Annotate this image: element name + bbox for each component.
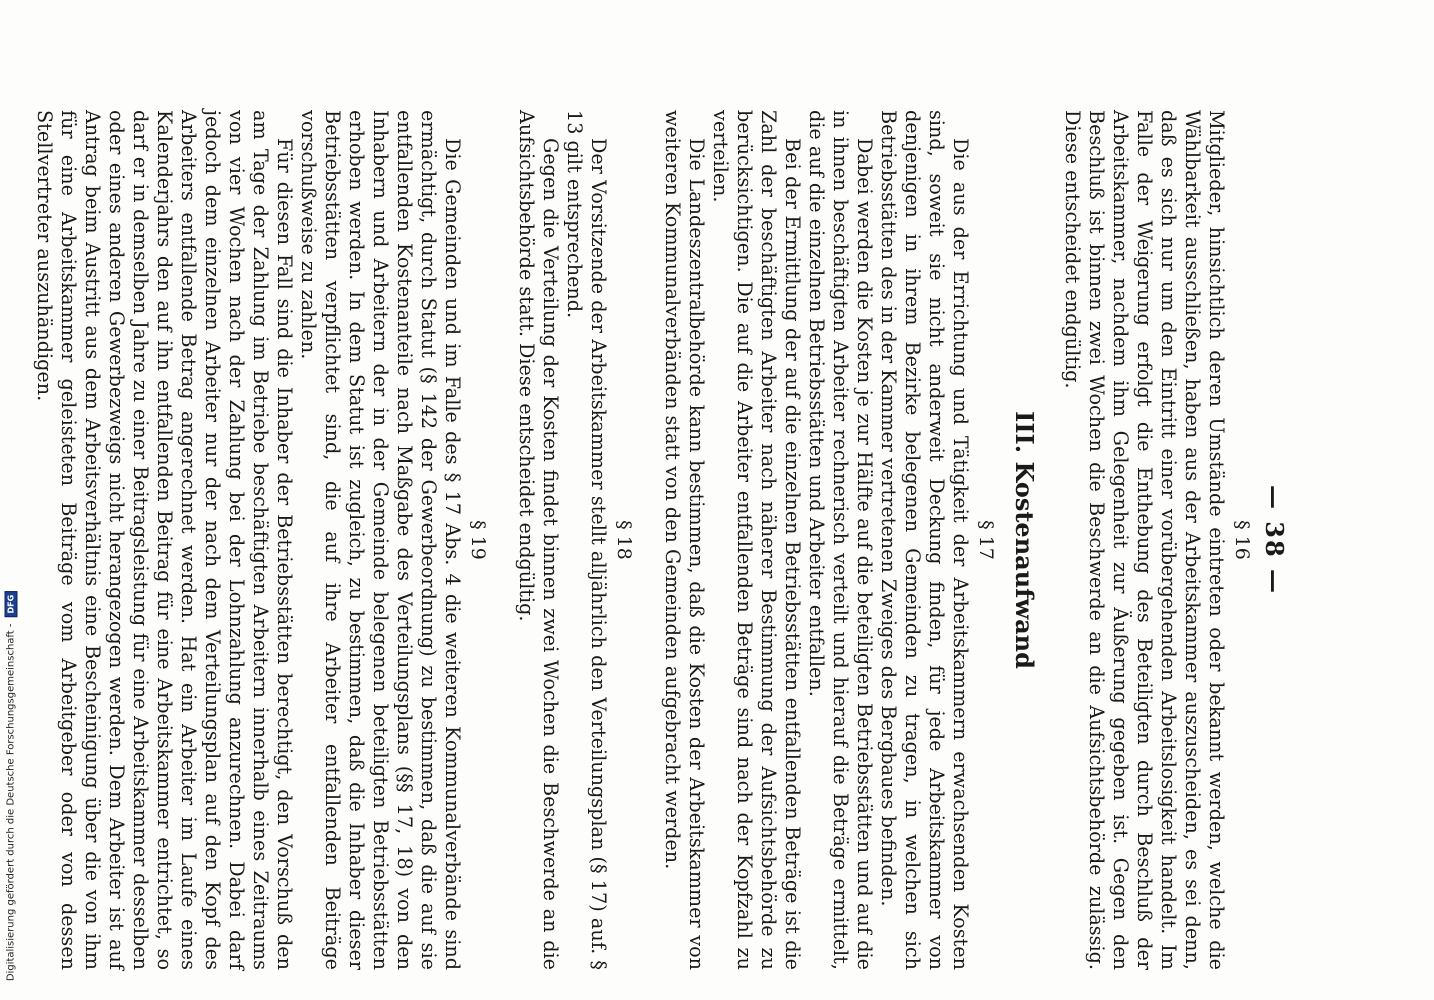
section-17-paragraph: Die Landeszentralbehörde kann bestimmen, daß die Kosten der Arbeitskammer von weiteren Kommunalverbänden statt von den Gemeinden aufgebracht werden.	[661, 110, 708, 970]
section-19-paragraph: Für diesen Fall sind die Inhaber der Betriebsstätten berechtigt, den Vorschuß den am Tage der Zahlung im Betriebe beschäftigten Arbeitern innerhalb eines Zeitraums von vier Wochen nach der Zahlung bei der Lohnzahlung anzurechnen. Dabei darf jedoch dem einzelnen Arbeiter nur der nach dem Verteilungsplan auf den Kopf des Arbeiters entfallende Betrag angerechnet werden. Hat ein Arbeiter im Laufe eines Kalenderjahrs den auf ihn entfallenden Beitrag für eine Arbeitskammer entrichtet, so darf er in demselben Jahre zu einer Beitragsleistung für eine Arbeitskammer desselben oder eines anderen Gewerbezweigs nicht herangezogen werden. Dem Arbeiter ist auf Antrag beim Austritt aus dem Arbeitsverhältnis eine Bescheinigung über die von ihm für eine Arbeitskammer geleisteten Beiträge vom Arbeitgeber oder von dessen Stellvertreter auszuhändigen.	[33, 110, 296, 970]
digitization-footer	[0, 0, 22, 1000]
page-number: — 38 —	[1260, 484, 1289, 596]
section-17-paragraph: Bei der Ermittlung der auf die einzelnen Betriebsstätten entfallenden Beträge ist die Zahl der beschäftigten Arbeiter nach näherer Bestimmung der Aufsichtsbehörde zu berücksichtigen. Die auf die Arbeiter entfallenden Beträge sind nach der Kopfzahl zu verteilen.	[709, 110, 804, 970]
section-17	[660, 110, 998, 970]
section-19-paragraph: Die Gemeinden und im Falle des § 17 Abs. 4 die weiteren Kommunalverbände sind ermächtigt, durch Statut (§ 142 der Gewerbeordnung) zu bestimmen, daß die auf sie entfallenden Kostenanteile nach Maßgabe des Verteilungsplans (§§ 17, 18) von den Inhabern und Arbeitern der in der Gemeinde belegenen beteiligten Betriebsstätten erhoben werden. In dem Statut ist zugleich, zu bestimmen, daß die Inhaber dieser Betriebsstätten verpflichtet sind, die auf ihre Arbeiter entfallenden Beiträge vorschußweise zu zahlen.	[297, 110, 464, 970]
section-17-paragraph: Die aus der Errichtung und Tätigkeit der Arbeitskammern erwachsenden Kosten sind, soweit sie nicht anderweit Deckung finden, für jede Arbeitskammer von denjenigen in ihrem Bezirke belegenen Gemeinden zu tragen, in welchen sich Betriebsstätten des in der Kammer vertretenen Zweiges des Bergbaues befinden.	[877, 110, 972, 970]
section-16-heading: § 16	[1231, 520, 1253, 560]
section-18-heading: § 18	[613, 520, 635, 560]
footer-credit: Digitalisierung gefördert durch die Deutsche Forschungsgemeinschaft -	[5, 623, 17, 982]
section-18-paragraph: Gegen die Verteilung der Kosten findet binnen zwei Wochen die Beschwerde an die Aufsichtsbehörde statt. Diese entscheidet endgültig.	[515, 110, 562, 970]
rotated-text-block	[33, 110, 1289, 970]
section-17-paragraph: Dabei werden die Kosten je zur Hälfte auf die beteiligten Betriebsstätten und auf die in ihnen beschäftigten Arbeiter rechnerisch verteilt und hierauf die Beträge ermittelt, die auf die einzelnen Betriebsstätten und Arbeiter entfallen.	[805, 110, 876, 970]
section-19	[32, 110, 490, 970]
section-18	[514, 110, 636, 970]
section-17-heading: § 17	[975, 520, 997, 560]
part-heading-kostenaufwand: III. Kostenaufwand	[1010, 411, 1039, 669]
section-16-paragraph: Mitglieder, hinsichtlich deren Umstände eintreten oder bekannt werden, welche die Wählbarkeit ausschließen, haben aus der Arbeitskammer auszuscheiden, es sei denn, daß es sich nur um den Eintritt einer vorübergehenden Arbeitslosigkeit handelt. Im Falle der Weigerung erfolgt die Enthebung des Beteiligten durch Beschluß der Arbeitskammer, nachdem ihm Gelegenheit zur Äußerung gegeben ist. Gegen den Beschluß ist binnen zwei Wochen die Beschwerde an die Aufsichtsbehörde zulässig. Diese entscheidet endgültig.	[1061, 110, 1228, 970]
section-16	[1060, 110, 1254, 970]
section-18-paragraph: Der Vorsitzende der Arbeitskammer stellt alljährlich den Verteilungsplan (§ 17) auf. § 13 gilt entsprechend.	[563, 110, 610, 970]
dfg-logo: DFG	[5, 591, 18, 618]
section-19-heading: § 19	[467, 520, 489, 560]
